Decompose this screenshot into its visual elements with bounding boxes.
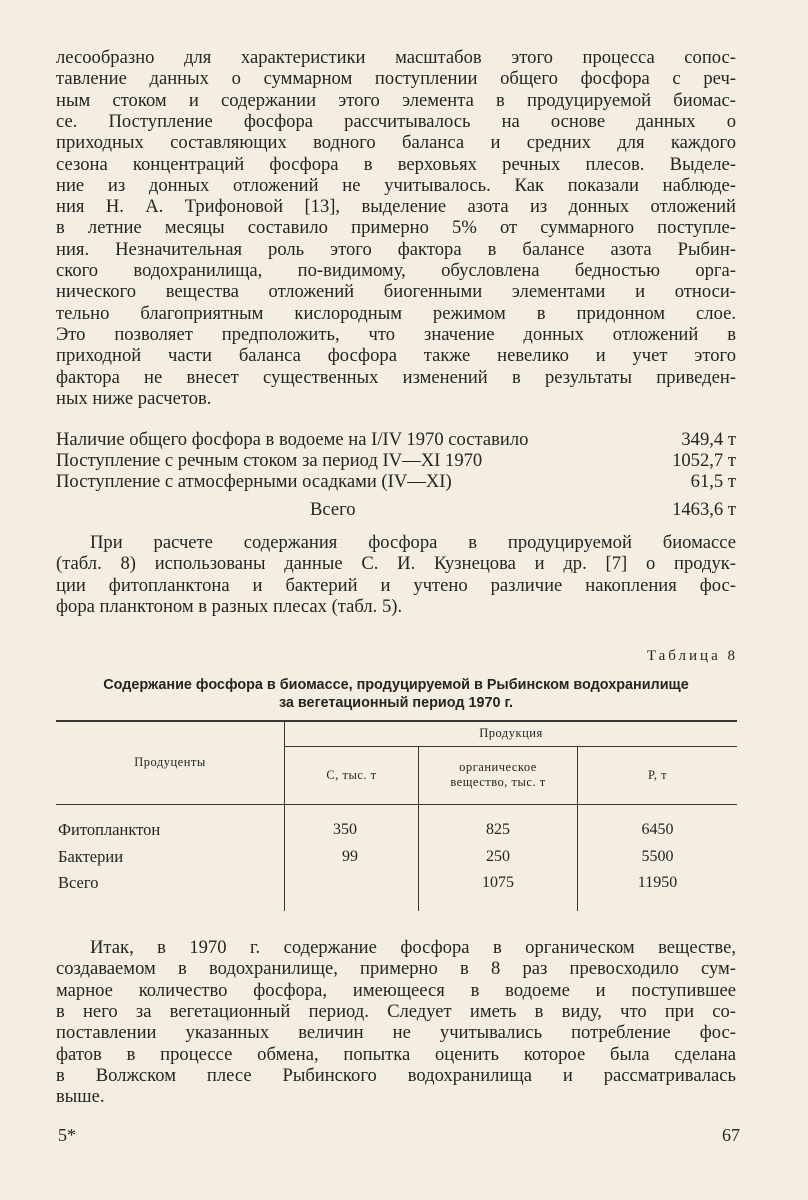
- header-p: Р, т: [647, 768, 668, 782]
- text-line: фора планктоном в разных плесах (табл. 5).: [56, 595, 403, 617]
- balance-row: [56, 450, 736, 471]
- balance-total-label: Всего: [310, 499, 356, 520]
- header-organic-line: вещество, тыс. т: [450, 775, 546, 789]
- header-production: Продукция: [479, 726, 543, 740]
- table-cell-p: 5500: [641, 848, 674, 865]
- text-line: в летние месяцы составило примерно 5% от суммарного поступле-: [56, 217, 736, 239]
- balance-label: Поступление с атмосферными осадками (IV—XI): [56, 471, 452, 492]
- table-cell-organic: 250: [486, 848, 510, 865]
- header-organic: [419, 760, 577, 790]
- text-line: приходной части баланса фосфора также невелико и учет этого: [56, 345, 736, 367]
- text-line: ния. Незначительная роль этого фактора в балансе азота Рыбин-: [56, 238, 736, 260]
- text-line: ных ниже расчетов.: [56, 387, 212, 409]
- table-cell-p: 6450: [641, 821, 674, 838]
- table-header-rule: [56, 804, 737, 805]
- text-line: фатов в процессе обмена, попытка оценить которое была сделана: [56, 1043, 736, 1065]
- signature-mark: 5*: [58, 1125, 76, 1145]
- balance-label: Наличие общего фосфора в водоеме на I/IV 1970 составило: [56, 429, 529, 450]
- text-line: ния Н. А. Трифоновой [13], выделение азота из донных отложений: [56, 196, 736, 218]
- text-line: марное количество фосфора, имеющееся в водоеме и поступившее: [56, 979, 736, 1001]
- text-line: тельно благоприятным кислородным режимом в придонном слое.: [56, 302, 736, 324]
- balance-row: [56, 429, 736, 450]
- table-cell-c: 99: [342, 848, 358, 865]
- text-line: в Волжском плесе Рыбинского водохранилища и рассматривалась: [56, 1064, 736, 1086]
- production-subheader-rule: [285, 746, 737, 747]
- text-line: поставлении указанных величин не учитывались потребление фос-: [56, 1022, 736, 1044]
- table-cell-p: 11950: [637, 874, 678, 891]
- text-line: выше.: [56, 1086, 105, 1108]
- text-line: (табл. 8) использованы данные С. И. Кузнецова и др. [7] о продук-: [56, 553, 736, 575]
- balance-value: 1052,7 т: [672, 450, 736, 471]
- text-line: При расчете содержания фосфора в продуцируемой биомассе: [90, 532, 736, 553]
- text-line: ние из донных отложений не учитывалось. Как показали наблюде-: [56, 174, 736, 196]
- text-line: ции фитопланктона и бактерий и учтено различие накопления фос-: [56, 574, 736, 596]
- text-line: ского водохранилища, по-видимому, обусловлена бедностью орга-: [56, 260, 736, 281]
- text-line: Итак, в 1970 г. содержание фосфора в органическом веществе,: [90, 937, 736, 958]
- balance-value: 61,5 т: [690, 471, 736, 492]
- table-title: [56, 676, 736, 712]
- table-top-rule: [56, 720, 737, 722]
- table-cell-organic: 1075: [482, 874, 514, 891]
- text-line: лесообразно для характеристики масштабов этого процесса сопос-: [56, 47, 736, 68]
- page-number: 67: [722, 1125, 740, 1145]
- header-producers: Продуценты: [134, 755, 206, 769]
- text-line: фактора не внесет существенных изменений в результаты приведен-: [56, 366, 736, 388]
- text-line: сезона концентраций фосфора в верховьях речных плесов. Выделе-: [56, 153, 736, 175]
- table-cell-c: 350: [333, 821, 357, 838]
- table-row-label: Фитопланктон: [58, 820, 161, 839]
- text-line: в него за вегетационный период. Следует иметь в виду, что при со-: [56, 1000, 736, 1022]
- text-line: нического вещества отложений биогенными элементами и относи-: [56, 281, 736, 303]
- header-c: С, тыс. т: [326, 768, 377, 782]
- table-title-line: за вегетационный период 1970 г.: [278, 695, 514, 711]
- table-row-label: Всего: [58, 873, 99, 892]
- balance-row: [56, 471, 736, 492]
- table-title-line: Содержание фосфора в биомассе, продуцируемой в Рыбинском водохранилище: [103, 677, 689, 693]
- header-organic-line: органическое: [459, 760, 537, 774]
- text-line: се. Поступление фосфора рассчитывалось на основе данных о: [56, 110, 736, 132]
- table-row-label: Бактерии: [58, 847, 124, 866]
- balance-total-value: 1463,6 т: [672, 499, 736, 520]
- balance-label: Поступление с речным стоком за период IV—XI 1970: [56, 450, 483, 471]
- column-divider: [284, 721, 285, 911]
- table-label: Таблица 8: [646, 648, 738, 664]
- balance-value: 349,4 т: [681, 429, 736, 450]
- text-line: приходных составляющих водного баланса и средних для каждого: [56, 132, 736, 154]
- text-line: создаваемом в водохранилище, примерно в 8 раз превосходило сум-: [56, 958, 736, 980]
- text-line: ным стоком и содержании этого элемента в продуцируемой биомас-: [56, 89, 736, 111]
- balance-total-row: [56, 499, 736, 520]
- text-line: тавление данных о суммарном поступлении общего фосфора с реч-: [56, 68, 736, 90]
- text-line: Это позволяет предположить, что значение донных отложений в: [56, 323, 736, 345]
- table-cell-organic: 825: [486, 821, 510, 838]
